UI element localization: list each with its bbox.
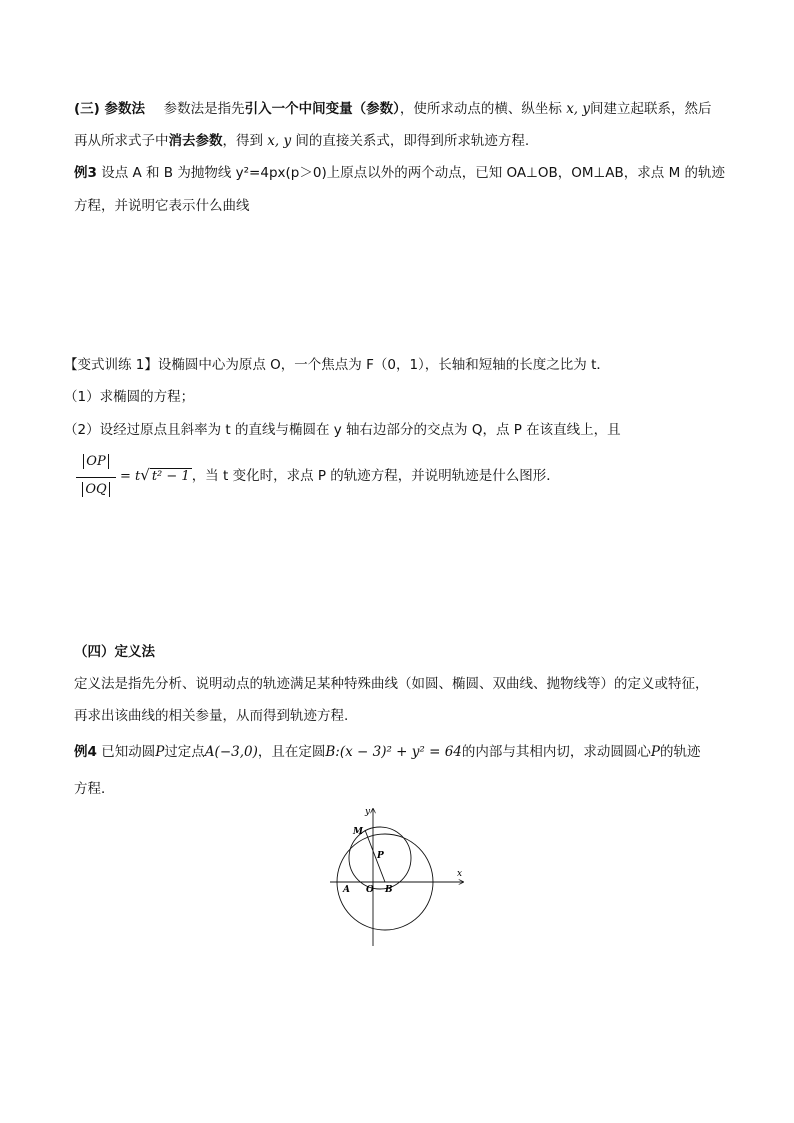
example4-circle-b: B:(x − 3)² + y² = 64 bbox=[325, 744, 462, 760]
exercise1-text1: 设椭圆中心为原点 O，一个焦点为 F（0，1），长轴和短轴的长度之比为 t． bbox=[157, 357, 610, 373]
section3-line1 bbox=[74, 99, 712, 119]
label-y: y bbox=[365, 807, 371, 817]
section3-text-c: 间建立起联系，然后 bbox=[590, 101, 712, 117]
example4-point-a: A(−3,0) bbox=[204, 744, 258, 760]
example3-line1 bbox=[74, 163, 725, 183]
example4-text-d: 的内部与其相内切，求动圆圆心 bbox=[461, 744, 651, 760]
section3-text-a: 参数法是指先 bbox=[163, 101, 245, 117]
section3-line2 bbox=[74, 131, 529, 151]
ratio-rhs: = t√ t² − 1 ，当 t 变化时，求点 P 的轨迹方程，并说明轨迹是什么图形． bbox=[120, 466, 560, 484]
example4-p1: P bbox=[155, 744, 165, 760]
rhs-prefix: = t bbox=[120, 469, 141, 484]
example3-text1: 设点 A 和 B 为抛物线 y²=4px(p＞0)上原点以外的两个动点，已知 OA⊥OB，OM⊥AB，求点 M 的轨迹 bbox=[101, 165, 726, 181]
label-b: B bbox=[385, 885, 393, 895]
section3-bold-a: 引入一个中间变量（参数） bbox=[244, 101, 400, 117]
example4-label: 例4 bbox=[74, 744, 97, 760]
label-a: A bbox=[343, 885, 350, 895]
fraction-numerator: OP bbox=[74, 454, 118, 469]
rhs-root: t² − 1 bbox=[151, 469, 190, 484]
label-p: P bbox=[377, 851, 384, 861]
fraction-denominator: OQ bbox=[74, 482, 118, 497]
section3-text-b: ，使所求动点的横、纵坐标 bbox=[399, 101, 562, 117]
section3-heading: (三) 参数法 bbox=[74, 101, 146, 117]
section4-line1: 定义法是指先分析、说明动点的轨迹满足某种特殊曲线（如圆、椭圆、双曲线、抛物线等）的定义或特征， bbox=[74, 676, 709, 692]
circles-figure bbox=[325, 803, 475, 953]
section3-text-d: 再从所求式子中 bbox=[74, 133, 169, 149]
section3-bold-b: 消去参数 bbox=[168, 133, 223, 149]
example4-text-b: 过定点 bbox=[164, 744, 205, 760]
section3-vars-b: x, y bbox=[267, 133, 292, 149]
exercise1-line1 bbox=[64, 355, 610, 375]
exercise1-q2 bbox=[64, 420, 621, 440]
section3-text-f: 间的直接关系式，即得到所求轨迹方程. bbox=[295, 133, 530, 149]
ratio-fraction bbox=[74, 454, 118, 506]
example4-text-c: ，且在定圆 bbox=[257, 744, 326, 760]
example4-text-e: 的轨迹 bbox=[660, 744, 701, 760]
example4-text-a: 已知动圆 bbox=[101, 744, 156, 760]
example4-p2: P bbox=[650, 744, 660, 760]
label-x: x bbox=[457, 869, 463, 879]
fraction-bar bbox=[76, 477, 116, 478]
example4-line1 bbox=[74, 742, 701, 762]
exercise1-q2-end: ，当 t 变化时，求点 P 的轨迹方程，并说明轨迹是什么图形． bbox=[191, 468, 560, 484]
example3-label: 例3 bbox=[74, 165, 97, 181]
label-m: M bbox=[353, 827, 363, 837]
exercise1-q2-text: （2）设经过原点且斜率为 t 的直线与椭圆在 y 轴右边部分的交点为 Q，点 P 在该直线上，且 bbox=[64, 422, 621, 438]
section3-vars-a: x, y bbox=[566, 101, 591, 117]
example4-line2: 方程． bbox=[74, 781, 115, 797]
section3-text-e: ，得到 bbox=[222, 133, 263, 149]
section4-heading: （四）定义法 bbox=[74, 644, 155, 660]
label-o: O bbox=[366, 885, 374, 895]
exercise1-q1 bbox=[64, 387, 194, 407]
example3-text2: 方程，并说明它表示什么曲线 bbox=[74, 198, 250, 214]
example3-line2 bbox=[74, 196, 250, 216]
section4-line2: 再求出该曲线的相关参量，从而得到轨迹方程. bbox=[74, 708, 349, 724]
exercise1-label: 【变式训练 1】 bbox=[64, 357, 158, 373]
exercise1-q1-text: （1）求椭圆的方程； bbox=[64, 389, 195, 405]
